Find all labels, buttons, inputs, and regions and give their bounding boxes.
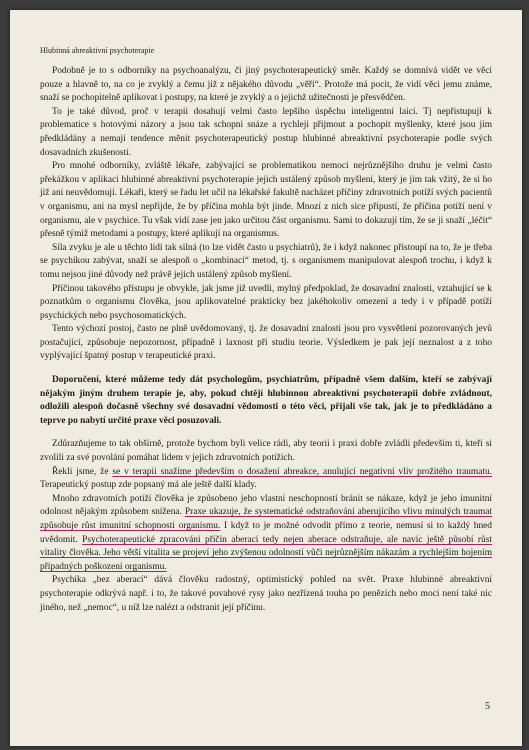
highlighted-text: Praxe ukazuje, že systematické odstraňování aberujícího vlivu minulých traumat způsobuje růst imunitní schopnosti organismu. (40, 507, 493, 531)
paragraph: Podobně je to s odborníky na psychoanalýzu, či jiný psychoterapeutický směr. Každý se domnívá vidět ve věci pouze a hlavně to, na co je zvyklý a čemu již z nějakého důvodu „věří“. Protože má pocit, že vidí věci jemu známe, snaží se pochopitelně aplikovat i postupy, na které je zvyklý a o jejichž užitečnosti je přesvědčen. (40, 66, 492, 104)
paragraph: Tento výchozí postoj, často ne plně uvědomovaný, tj. že dosavadní znalosti jsou pro vysvětlení pozorovaných jevů postačující, způsobuje nepozornost, případně i laxnost při studiu teorie. Výsledkem je pak její neznalost a z toho vyplývající špatný postup v terapeutické praxi. (40, 324, 492, 362)
paragraph (40, 466, 492, 493)
highlighted-text: Psychoterapeutické zpracování příčin aberací tedy nejen aberace odstraňuje, ale navíc ještě působí růst vitality člověka. Jeho větší vitalita se projeví jeho zvýšenou odolností vůči nejrůznějším nákazám a rychlejším hojením případných poškození organismu. (40, 534, 492, 572)
paragraph: Síla zvyku je ale u těchto lidí tak silná (to lze vidět často u psychiatrů), že i když nakonec přistoupí na to, že je třeba se psychikou zabývat, snaží se alespoň o „kombinaci“ metod, tj. s organismem manipulovat alespoň trochu, i když k tomu nejsou jiné důvody než právě jejich ustálený způsob myšlení. (40, 242, 492, 280)
book-page (10, 10, 522, 746)
text-segment: Mnoho zdravotních potíží člověka je způsobeno jeho vlastní neschopností bránit se nákaze, když je jeho imunitní odolnost nějakým způsobem snížena. (40, 493, 492, 518)
body-text (40, 65, 492, 615)
paragraph (40, 493, 492, 575)
paragraph: Pro mnohé odborníky, zvláště lékaře, zabývající se problematikou nemocí nejrůznějšího druhu je velmi často překážkou v aplikaci hlubinné abreaktivní psychoterapie jejich ustálený způsob myšlení, který je jim tak vžitý, že si ho již ani neuvědomují. Lékaři, který se řadu let učil na lékařské fakultě nacházet příčiny zdravotních potíží svých pacientů v organismu, ani na mysl nepřijde, že by příčina mohla být jinde. Mnozí z nich sice připustí, že příčina potíží není v organismu, ale v psychice. Tu však vidí zase jen jako určitou část organismu. Sami to dokazují tím, že se ji snaží „léčit“ přesně týmiž metodami a postupy, které aplikují na organismus. (40, 161, 492, 240)
text-segment: Řekli jsme, že (52, 466, 113, 477)
text-segment: Terapeutický postup zde popsaný má ale ještě další klady. (40, 480, 257, 491)
highlighted-text: se v terapii snažíme především o dosažení abreakce, anulující negativní vliv prožitého traumatu. (112, 466, 493, 477)
paragraph: Příčinou takového přístupu je obvykle, jak jsme již uvedli, mylný předpoklad, že dosavadní znalosti, vztahující se k poznatkům o organismu člověka, jsou aplikovatelné prakticky bez jakéhokoliv omezení a tedy i v případě potíží psychických nebo psychosomatických. (40, 283, 492, 321)
recommendation-paragraph: Doporučení, které můžeme tedy dát psychologům, psychiatrům, případně všem dalším, kteří se zabývají nějakým jiným druhem terapie je, aby, pokud chtějí hlubinnou abreaktivní psychoterapii dobře zvládnout, odložili alespoň dočasně všechny své dosavadní vědomosti o této věci, přijali vše tak, jak je to předkládáno a teprve po nabytí určité praxe věci posuzovali. (40, 375, 492, 426)
paragraph: To je také důvod, proč v terapii dosahují velmi často lepšího úspěchu inteligentní laici. Tj nepřistupují k problematice s hotovými názory a jsou tak schopni snáze a rychleji přijmout a pochopit myšlenky, které jsou jim předkládány a nemají tendence měnit psychoterapeutický postup hlubinné abreaktivní psychoterapie podle svých dosavadních zkušeností. (40, 106, 492, 158)
running-head: Hlubinná abreaktivní psychoterapie (40, 46, 155, 55)
text-segment: I když to je možné odvodit přímo z teorie, nemusí si to každý hned uvědomit. (40, 521, 492, 545)
paragraph: Zdůrazňujeme to tak obšírně, protože bychom byli velice rádi, aby teorii i praxi dobře zvládli především ti, kteří si zvolili za své povolání pomáhat lidem v jejich zdravotních potížích. (40, 439, 492, 464)
page-number: 5 (485, 701, 490, 712)
paragraph: Psychika „bez aberací“ dává člověku radostný, optimistický pohled na svět. Praxe hlubinné abreaktivní psychoterapie odkrývá např. i to, že takové povahové rysy jako nezřízená touha po penězích nebo moci není také nic jiného, než „nemoc“, u níž lze nalézt a odstranit její příčinu. (40, 575, 492, 613)
